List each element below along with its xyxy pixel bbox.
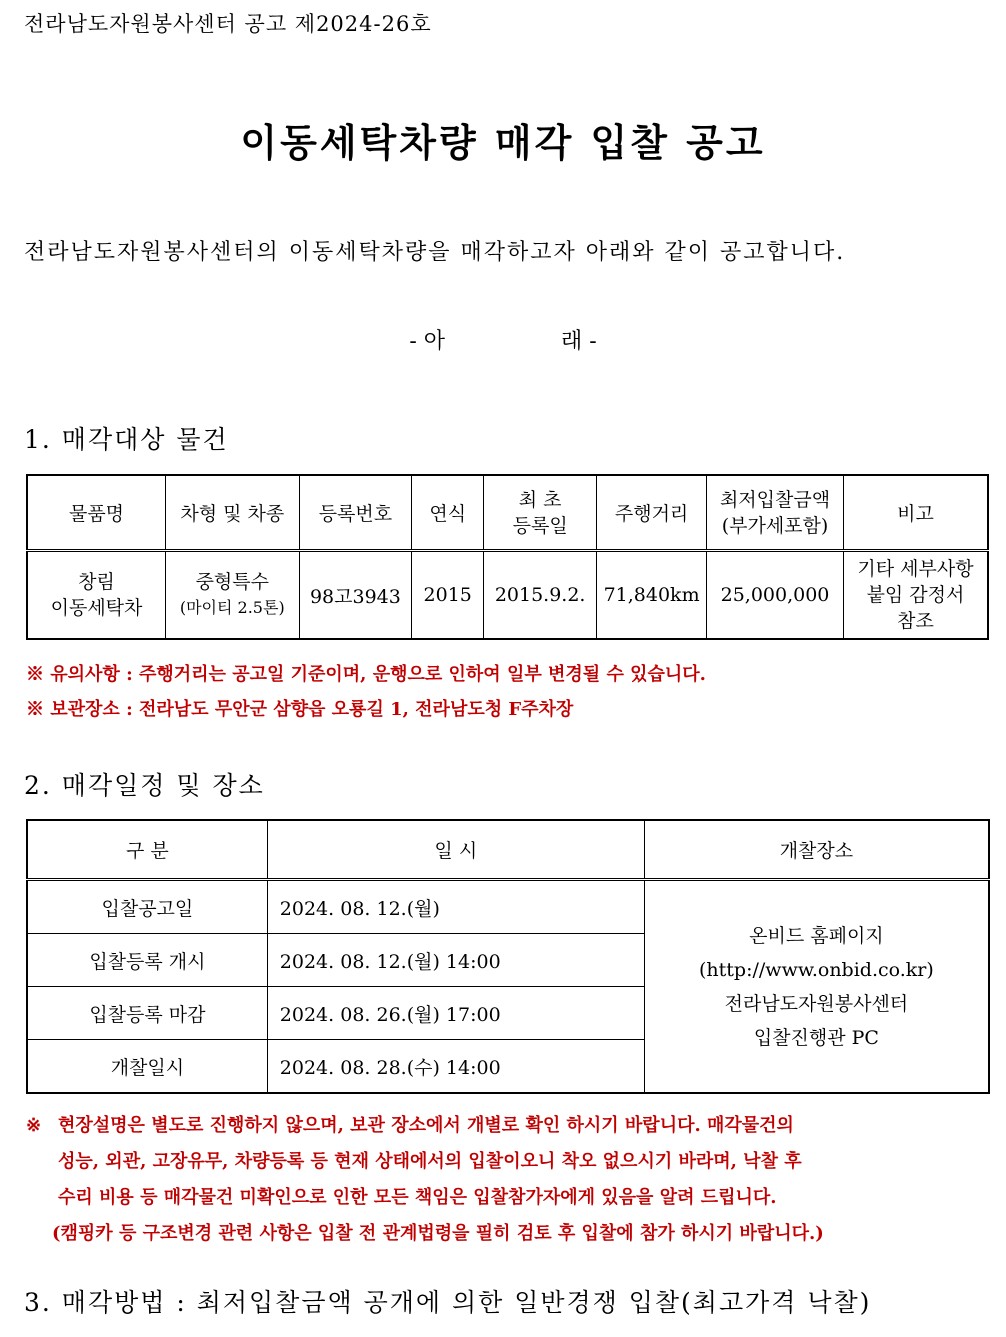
bid-place-line1: 온비드 홈페이지 (749, 924, 884, 947)
col-reg-number: 등록번호 (299, 475, 412, 551)
col-first-reg (484, 475, 597, 551)
inspection-note-line2: 성능, 외관, 고장유무, 차량등록 등 현재 상태에서의 입찰이오니 착오 없으시기 바라며, 낙찰 후 (58, 1151, 802, 1172)
schedule-table-header (27, 820, 989, 880)
inspection-note-line1: 현장설명은 별도로 진행하지 않으며, 보관 장소에서 개별로 확인 하시기 바랍니다. 매각물건의 (58, 1115, 794, 1136)
note-mileage: ※ 유의사항 : 주행거리는 공고일 기준이며, 운행으로 인하여 일부 변경될 수 있습니다. (26, 664, 706, 685)
schedule-date: 2024. 08. 12.(월) 14:00 (267, 934, 644, 987)
col-first-reg-line1: 최 초 (518, 488, 562, 511)
schedule-label: 입찰등록 마감 (27, 987, 267, 1040)
below-right: 래 - (561, 329, 597, 354)
bid-place-url: (http://www.onbid.co.kr) (699, 958, 934, 981)
bid-place-line4: 입찰진행관 PC (753, 1026, 879, 1049)
item-row (27, 551, 988, 640)
item-table-header (27, 475, 988, 551)
section1-heading: 1. 매각대상 물건 (24, 425, 229, 454)
note-mark: ※ (26, 1115, 42, 1136)
col-first-reg-line2: 등록일 (512, 514, 568, 537)
page-title: 이동세탁차량 매각 입찰 공고 (240, 121, 766, 165)
col-remark: 비고 (843, 475, 988, 551)
col-item-name: 물품명 (27, 475, 166, 551)
note-storage: ※ 보관장소 : 전라남도 무안군 삼향읍 오룡길 1, 전라남도청 F주차장 (26, 699, 574, 720)
item-table (26, 474, 989, 640)
item-first-reg: 2015.9.2. (484, 551, 597, 640)
item-name (27, 551, 166, 640)
item-mileage: 71,840km (597, 551, 707, 640)
item-name-line2: 이동세탁차 (50, 597, 143, 619)
col-datetime: 일 시 (267, 820, 644, 880)
inspection-note-line4: (캠핑카 등 구조변경 관련 사항은 입찰 전 관계법령을 필히 검토 후 입찰에 참가 하시기 바랍니다.) (52, 1223, 824, 1244)
item-type (166, 551, 300, 640)
schedule-table (26, 819, 990, 1094)
schedule-label: 입찰등록 개시 (27, 934, 267, 987)
bid-place-line3: 전라남도자원봉사센터 (724, 992, 909, 1015)
schedule-label: 개찰일시 (27, 1040, 267, 1094)
schedule-row (27, 880, 989, 934)
section3-heading: 3. 매각방법 : 최저입찰금액 공개에 의한 일반경쟁 입찰(최고가격 낙찰) (24, 1288, 872, 1317)
item-remark-line1: 기타 세부사항 (857, 558, 974, 580)
item-remark-line2: 붙임 감정서 (866, 584, 965, 606)
item-type-line1: 중형특수 (195, 571, 269, 593)
col-mileage: 주행거리 (597, 475, 707, 551)
item-model-year: 2015 (412, 551, 484, 640)
item-remark (843, 551, 988, 640)
col-vehicle-type: 차형 및 차종 (166, 475, 300, 551)
col-category: 구 분 (27, 820, 267, 880)
item-min-price: 25,000,000 (707, 551, 844, 640)
col-min-price (707, 475, 844, 551)
col-min-price-line1: 최저입찰금액 (719, 488, 831, 511)
item-type-line2: (마이티 2.5톤) (179, 598, 285, 617)
below-left: - 아 (409, 329, 445, 354)
schedule-date: 2024. 08. 26.(월) 17:00 (267, 987, 644, 1040)
schedule-label: 입찰공고일 (27, 880, 267, 934)
schedule-date: 2024. 08. 12.(월) (267, 880, 644, 934)
below-marker (0, 324, 1006, 355)
col-bid-place: 개찰장소 (644, 820, 989, 880)
col-model-year: 연식 (412, 475, 484, 551)
schedule-date: 2024. 08. 28.(수) 14:00 (267, 1040, 644, 1094)
section2-heading: 2. 매각일정 및 장소 (24, 771, 265, 800)
item-remark-line3: 참조 (897, 610, 934, 632)
inspection-note-line3: 수리 비용 등 매각물건 미확인으로 인한 모든 책임은 입찰참가자에게 있음을 알려 드립니다. (58, 1187, 777, 1208)
bid-place (644, 880, 989, 1094)
intro-text: 전라남도자원봉사센터의 이동세탁차량을 매각하고자 아래와 같이 공고합니다. (24, 240, 846, 265)
item-reg-number: 98고3943 (299, 551, 412, 640)
notice-number: 전라남도자원봉사센터 공고 제2024-26호 (24, 12, 432, 36)
col-min-price-line2: (부가세포함) (721, 514, 829, 537)
item-name-line1: 창림 (78, 571, 115, 593)
